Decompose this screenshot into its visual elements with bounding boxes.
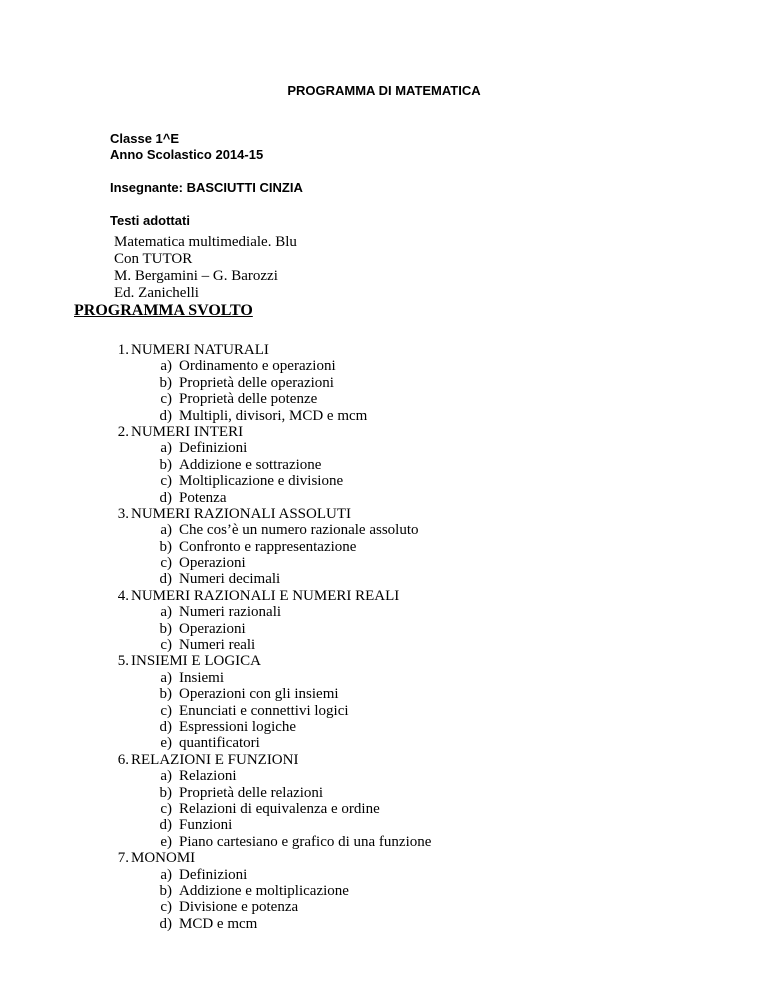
subtopic-item bbox=[0, 621, 768, 637]
subtopic-item bbox=[0, 916, 768, 932]
subtopic-item bbox=[0, 375, 768, 391]
topic-heading bbox=[0, 588, 768, 604]
subtopic-item bbox=[0, 735, 768, 751]
subtopic-letter: b) bbox=[159, 620, 172, 637]
subtopic-letter: a) bbox=[160, 669, 172, 686]
subtopic-item bbox=[0, 719, 768, 735]
subtopic-text: Divisione e potenza bbox=[179, 899, 299, 916]
textbook-line: Matematica multimediale. Blu bbox=[114, 234, 297, 250]
subtopic-text: Espressioni logiche bbox=[179, 718, 297, 735]
subtopic-letter: a) bbox=[160, 768, 172, 785]
subtopic-item bbox=[0, 883, 768, 899]
subtopic-item bbox=[0, 440, 768, 456]
subtopic-text: Potenza bbox=[179, 489, 227, 506]
topic-title: NUMERI NATURALI bbox=[131, 342, 269, 358]
subtopic-text: quantificatori bbox=[179, 735, 260, 752]
topic-number: 5. bbox=[117, 653, 129, 670]
subtopic-item bbox=[0, 801, 768, 817]
textbooks-heading: Testi adottati bbox=[110, 213, 190, 228]
subtopic-text: Relazioni bbox=[179, 768, 237, 785]
topic-heading bbox=[0, 653, 768, 669]
subtopic-item bbox=[0, 571, 768, 587]
subtopic-item bbox=[0, 899, 768, 915]
subtopic-text: Operazioni con gli insiemi bbox=[179, 686, 339, 703]
subtopic-text: Addizione e moltiplicazione bbox=[179, 882, 349, 899]
topic-title: RELAZIONI E FUNZIONI bbox=[131, 751, 299, 768]
page-title: PROGRAMMA DI MATEMATICA bbox=[287, 83, 481, 98]
class-info bbox=[110, 131, 263, 163]
subtopic-item bbox=[0, 703, 768, 719]
subtopic-letter: c) bbox=[160, 391, 172, 408]
subtopic-item bbox=[0, 834, 768, 850]
subtopic-text: Confronto e rappresentazione bbox=[179, 538, 357, 555]
subtopic-item bbox=[0, 457, 768, 473]
subtopic-text: MCD e mcm bbox=[179, 915, 258, 932]
topic-heading bbox=[0, 752, 768, 768]
textbook-line: Con TUTOR bbox=[114, 251, 193, 267]
subtopic-text: Moltiplicazione e divisione bbox=[179, 473, 344, 490]
subtopic-letter: d) bbox=[159, 915, 172, 932]
subtopic-item bbox=[0, 785, 768, 801]
subtopic-letter: e) bbox=[160, 833, 172, 850]
subtopic-letter: c) bbox=[160, 637, 172, 654]
subtopic-text: Che cos’è un numero razionale assoluto bbox=[179, 522, 419, 539]
program-outline bbox=[0, 342, 768, 932]
topic-heading bbox=[0, 424, 768, 440]
topic-number: 6. bbox=[117, 751, 129, 768]
subtopic-text: Piano cartesiano e grafico di una funzione bbox=[179, 833, 432, 850]
class-line: Classe 1^E bbox=[110, 131, 180, 146]
subtopic-letter: b) bbox=[159, 374, 172, 391]
topic-heading bbox=[0, 506, 768, 522]
subtopic-text: Numeri reali bbox=[179, 637, 256, 654]
subtopic-letter: d) bbox=[159, 489, 172, 506]
subtopic-letter: e) bbox=[160, 735, 172, 752]
textbook-line: Ed. Zanichelli bbox=[114, 285, 199, 301]
subtopic-letter: c) bbox=[160, 555, 172, 572]
subtopic-letter: d) bbox=[159, 407, 172, 424]
subtopic-text: Addizione e sottrazione bbox=[179, 456, 322, 473]
topic-heading bbox=[0, 342, 768, 358]
subtopic-letter: b) bbox=[159, 538, 172, 555]
topic-title: MONOMI bbox=[131, 850, 196, 867]
textbooks-list bbox=[114, 222, 297, 302]
subtopic-item bbox=[0, 539, 768, 555]
subtopic-text: Numeri decimali bbox=[179, 571, 281, 588]
subtopic-text: Operazioni bbox=[179, 555, 246, 572]
subtopic-item bbox=[0, 637, 768, 653]
subtopic-text: Proprietà delle relazioni bbox=[179, 784, 324, 801]
subtopic-letter: c) bbox=[160, 702, 172, 719]
subtopic-item bbox=[0, 522, 768, 538]
topic-heading bbox=[0, 850, 768, 866]
topic-number: 3. bbox=[117, 505, 129, 522]
topic-title: NUMERI INTERI bbox=[131, 423, 244, 440]
subtopic-text: Proprietà delle potenze bbox=[179, 391, 318, 408]
subtopic-item bbox=[0, 670, 768, 686]
section-title: PROGRAMMA SVOLTO bbox=[74, 302, 253, 319]
subtopic-item bbox=[0, 867, 768, 883]
textbook-line: M. Bergamini – G. Barozzi bbox=[114, 268, 278, 284]
subtopic-letter: c) bbox=[160, 899, 172, 916]
subtopic-letter: b) bbox=[159, 686, 172, 703]
subtopic-item bbox=[0, 391, 768, 407]
subtopic-text: Insiemi bbox=[179, 669, 224, 686]
subtopic-letter: d) bbox=[159, 817, 172, 834]
subtopic-item bbox=[0, 768, 768, 784]
topic-number: 4. bbox=[117, 587, 129, 604]
school-year-line: Anno Scolastico 2014-15 bbox=[110, 147, 264, 162]
subtopic-text: Ordinamento e operazioni bbox=[179, 358, 336, 375]
subtopic-text: Definizioni bbox=[179, 440, 248, 457]
subtopic-item bbox=[0, 473, 768, 489]
subtopic-text: Numeri razionali bbox=[179, 604, 282, 621]
subtopic-letter: d) bbox=[159, 718, 172, 735]
subtopic-letter: a) bbox=[160, 358, 172, 375]
subtopic-text: Funzioni bbox=[179, 817, 233, 834]
topic-title: NUMERI RAZIONALI ASSOLUTI bbox=[131, 505, 351, 522]
topic-number: 1. bbox=[117, 342, 129, 358]
subtopic-letter: d) bbox=[159, 571, 172, 588]
subtopic-item bbox=[0, 555, 768, 571]
subtopic-text: Operazioni bbox=[179, 620, 246, 637]
subtopic-item bbox=[0, 490, 768, 506]
subtopic-letter: b) bbox=[159, 784, 172, 801]
subtopic-item bbox=[0, 358, 768, 374]
subtopic-letter: a) bbox=[160, 604, 172, 621]
topic-title: NUMERI RAZIONALI E NUMERI REALI bbox=[131, 587, 400, 604]
subtopic-text: Proprietà delle operazioni bbox=[179, 374, 334, 391]
subtopic-item bbox=[0, 817, 768, 833]
subtopic-letter: a) bbox=[160, 440, 172, 457]
subtopic-letter: c) bbox=[160, 800, 172, 817]
teacher-line: Insegnante: BASCIUTTI CINZIA bbox=[110, 180, 303, 195]
subtopic-text: Relazioni di equivalenza e ordine bbox=[179, 800, 380, 817]
subtopic-item bbox=[0, 686, 768, 702]
topic-title: INSIEMI E LOGICA bbox=[131, 653, 261, 670]
topic-number: 2. bbox=[117, 423, 129, 440]
subtopic-text: Definizioni bbox=[179, 866, 248, 883]
subtopic-letter: a) bbox=[160, 522, 172, 539]
subtopic-item bbox=[0, 604, 768, 620]
subtopic-letter: c) bbox=[160, 473, 172, 490]
subtopic-item bbox=[0, 408, 768, 424]
subtopic-letter: b) bbox=[159, 882, 172, 899]
subtopic-text: Multipli, divisori, MCD e mcm bbox=[179, 407, 368, 424]
subtopic-text: Enunciati e connettivi logici bbox=[179, 702, 349, 719]
subtopic-letter: a) bbox=[160, 866, 172, 883]
subtopic-letter: b) bbox=[159, 456, 172, 473]
topic-number: 7. bbox=[117, 850, 129, 867]
